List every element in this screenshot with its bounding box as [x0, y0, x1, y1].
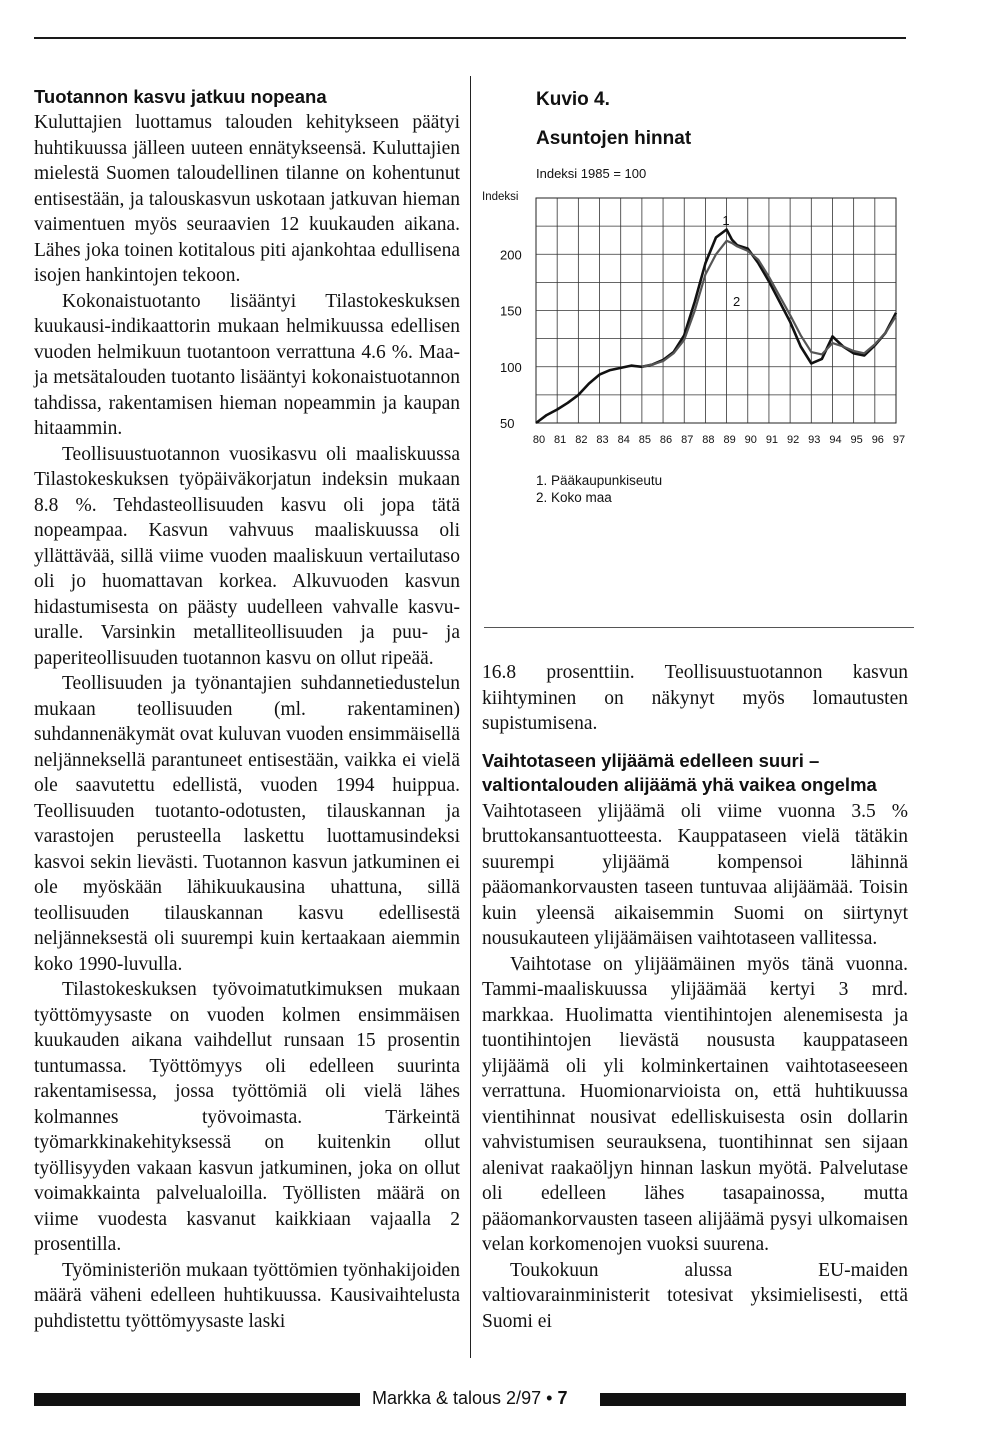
- x-tick-label: 85: [638, 434, 652, 446]
- paragraph: Vaihtotase on ylijäämäinen myös tänä vuonna. Tammi-maaliskuussa ylijäämää kertyi 3 mrd. markkaa. Huolimatta vientihintojen alenemisesta ja tuontihintojen lievästä noususta kauppataseen ylijäämä oli yli kolminkertainen vaihtotaseeseen verrattuna. Huomionarvioista on, että huhtikuussa vientihinnat nousivat edelliskuisesta osin dollarin vahvistumisen seurauksena, tuontihinnat sen sijaan alenivat raakaöljyn hinnan laskun myötä. Palvelutase oli edelleen lähes tasapainossa, mutta pääomankorvausten taseen alijäämä pysyi ulkomaisen velan korkomenojen vuoksi suurena.: [482, 953, 908, 1255]
- x-tick-label: 97: [892, 434, 906, 446]
- paragraph: Kuluttajien luottamus talouden kehitykseen päätyi huhtikuussa jälleen uuteen ennätykseensä. Kuluttajien mielestä Suomen taloudellinen tilanne on kohentunut entisestään, ja talouskasvun uskotaan jatkuvan hieman vaimentuen myös seuraavien 12 kuukauden aikana. Lähes joka toinen kotitalous piti ajankohtaa edullisena isojen hankintojen tekoon.: [34, 112, 460, 286]
- footer-bar-right: [600, 1393, 906, 1406]
- right-column: [482, 660, 908, 1334]
- x-tick-label: 82: [575, 434, 588, 446]
- x-tick-label: 80: [532, 434, 546, 446]
- x-tick-label: 83: [596, 434, 609, 446]
- x-tick-label: 84: [617, 434, 630, 446]
- x-tick-label: 81: [554, 434, 567, 446]
- legend-item-1: 1. Pääkaupunkiseutu: [536, 473, 663, 488]
- x-tick-labels: [533, 434, 905, 446]
- series-lines: [536, 230, 896, 424]
- y-tick-labels: [500, 247, 522, 431]
- figure-separator-rule: [484, 627, 914, 628]
- series-label-2: 2: [732, 294, 741, 309]
- page-number: 7: [557, 1388, 568, 1408]
- footer: [372, 1388, 567, 1409]
- paragraph: Toukokuun alussa EU-maiden valtiovarainministerit totesivat yksimielisesti, että Suomi ei: [482, 1259, 908, 1332]
- series-label-1: 1: [722, 213, 730, 228]
- x-tick-label: 88: [702, 434, 715, 446]
- legend-item-2: 2. Koko maa: [536, 490, 612, 505]
- paragraph: Työministeriön mukaan työttömien työnhakijoiden määrä väheni edelleen huhtikuussa. Kausivaihtelusta puhdistettu työttömyysaste laski: [34, 1259, 460, 1332]
- figure-title: Asuntojen hinnat: [536, 128, 692, 149]
- section-heading-current-account: Vaihtotaseen ylijäämä edelleen suuri – valtiontalouden alijäämä yhä vaikea ongelma: [482, 749, 877, 795]
- section-heading-production: Tuotannon kasvu jatkuu nopeana: [34, 86, 327, 107]
- x-tick-label: 92: [786, 434, 800, 446]
- figure-subtitle: Indeksi 1985 = 100: [536, 166, 647, 181]
- chart-legend: [536, 472, 662, 506]
- x-tick-label: 96: [871, 434, 884, 446]
- y-tick-label: 50: [500, 416, 515, 431]
- x-tick-label: 86: [659, 434, 673, 446]
- x-tick-label: 90: [744, 434, 757, 446]
- x-tick-label: 93: [808, 434, 821, 446]
- y-axis-label: Indeksi: [482, 191, 519, 203]
- x-tick-label: 91: [765, 434, 779, 446]
- publication-name: Markka & talous 2/97: [372, 1388, 542, 1408]
- x-tick-label: 87: [681, 434, 694, 446]
- figure-label: Kuvio 4.: [536, 89, 610, 110]
- footer-separator: •: [546, 1388, 553, 1408]
- paragraph: 16.8 prosenttiin. Teollisuustuotannon kasvun kiihtyminen on näkynyt myös lomautusten supistumisena.: [482, 662, 908, 734]
- paragraph: Kokonaistuotanto lisääntyi Tilastokeskuksen kuukausi-indikaattorin mukaan helmikuussa edellisen vuoden helmikuun tuotantoon verrattuna 4.6 %. Maa- ja metsätalouden tuotanto lisääntyi kokonaistuotannon tahdissa, rakentamisen hieman nopeammin ja kaupan hitaammin.: [34, 290, 460, 439]
- y-tick-label: 100: [500, 359, 522, 375]
- x-tick-label: 95: [850, 434, 863, 446]
- paragraph: Teollisuustuotannon vuosikasvu oli maaliskuussa Tilastokeskuksen työpäiväkorjatun indeksin mukaan 8.8 %. Tehdasteollisuuden kasvu oli jopa tätä nopeampaa. Kasvun vahvuus maaliskuussa oli yllättävää, sillä viime vuoden maaliskuun vertailutaso oli jo huomattavan korkea. Alkuvuoden kasvun hidastumisesta on päästy uudelleen vahvalle kasvu-uralle. Varsinkin metalliteollisuuden ja puu- ja paperiteollisuuden tuotannon kasvu on ollut ripeää.: [34, 443, 460, 669]
- x-tick-label: 94: [829, 434, 842, 446]
- series-labels: [722, 213, 740, 309]
- y-tick-label: 150: [500, 303, 522, 319]
- paragraph: Vaihtotaseen ylijäämä oli viime vuonna 3.5 % bruttokansantuotteesta. Kauppataseen vielä tätäkin suurempi ylijäämä kompensoi lähinnä pääomankorvausten taseen tuntuvaa alijäämää. Toisin kuin yleensä aikaisemmin Suomi on siirtynyt nousukauteen ylijäämäisen vaihtotaseen vallitessa.: [482, 800, 908, 949]
- housing-price-chart: [478, 160, 918, 460]
- paragraph: Teollisuuden ja työnantajien suhdannetiedustelun mukaan teollisuuden (ml. rakentaminen) suhdannenäkymät ovat kuluvan vuoden ensimmäisellä neljänneksellä parantuneet entisestään, vaikka ei vielä ole saavutettu edellistä, vuoden 1994 huippua. Teollisuuden tuotanto-odotusten, tilauskannan ja varastojen perusteella laskettu luottamusindeksi kasvoi sekin lievästi. Tuotannon kasvun jatkuminen ei ole myöskään lähikuukausina uhattuna, sillä teollisuuden tilauskannan kasvu edellisestä neljänneksestä oli suurempi kuin kertaakaan aiemmin koko 1990-luvulla.: [34, 673, 460, 975]
- left-column: [34, 86, 460, 1334]
- series-line-1: [536, 230, 896, 424]
- paragraph: Tilastokeskuksen työvoimatutkimuksen mukaan työttömyysaste on vuoden kolmen ensimmäisen kuukauden aikana vaihdellut runsaan 15 prosentin tuntumassa. Työttömyys oli edelleen suurinta rakentamisessa, jossa työttömiä oli vielä lähes kolmannes työvoimasta. Tärkeintä työmarkkinakehityksessä on kuitenkin ollut työllisyyden vakaan kasvun jatkuminen, joka on ollut voimakkainta palvelualoilla. Työllisten määrä on viime vuodesta kasvanut kaikkiaan vajaalla 2 prosentilla.: [34, 979, 460, 1255]
- y-tick-label: 200: [500, 247, 522, 263]
- x-tick-label: 89: [723, 434, 736, 446]
- footer-bar-left: [34, 1393, 360, 1406]
- top-rule: [34, 37, 906, 39]
- chart-grid: [536, 198, 896, 423]
- column-divider: [470, 76, 471, 1358]
